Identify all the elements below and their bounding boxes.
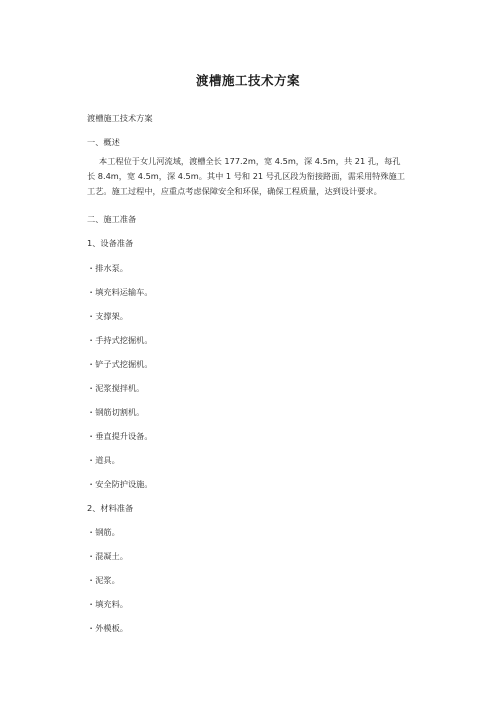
equipment-item: ・钢筋切割机。 (87, 407, 145, 417)
document-title: 渡槽施工技术方案 (195, 73, 300, 88)
document-subtitle: 渡槽施工技术方案 (87, 113, 153, 123)
material-item: ・填充料。 (87, 599, 128, 609)
overview-paragraph (87, 154, 417, 199)
overview-line: 长 8.4m，宽 4.5m，深 4.5m。其中 1 号和 21 号孔区段为衔接路面，需采用特殊施工 (87, 171, 405, 181)
equipment-item: ・安全防护设施。 (87, 479, 153, 489)
material-item: ・混凝土。 (87, 551, 128, 561)
material-item: ・泥浆。 (87, 575, 120, 585)
section-heading-overview: 一、概述 (87, 137, 120, 147)
material-item: ・钢筋。 (87, 527, 120, 537)
material-item: ・外模板。 (87, 623, 128, 633)
overview-line: 本工程位于女儿河流域，渡槽全长 177.2m，宽 4.5m，深 4.5m，共 21 孔，每孔 (99, 156, 401, 166)
equipment-item: ・排水泵。 (87, 263, 128, 273)
subsection-heading-materials: 2、材料准备 (87, 503, 134, 513)
equipment-item: ・道具。 (87, 455, 120, 465)
equipment-item: ・手持式挖掘机。 (87, 335, 153, 345)
equipment-item: ・泥浆搅拌机。 (87, 383, 145, 393)
section-heading-preparation: 二、施工准备 (87, 214, 137, 224)
subsection-heading-equipment: 1、设备准备 (87, 238, 134, 248)
overview-line: 工艺。施工过程中，应重点考虑保障安全和环保，确保工程质量，达到设计要求。 (87, 186, 382, 196)
equipment-item: ・填充料运输车。 (87, 287, 153, 297)
equipment-item: ・垂直提升设备。 (87, 431, 153, 441)
equipment-item: ・支撑架。 (87, 311, 128, 321)
equipment-item: ・铲子式挖掘机。 (87, 359, 153, 369)
